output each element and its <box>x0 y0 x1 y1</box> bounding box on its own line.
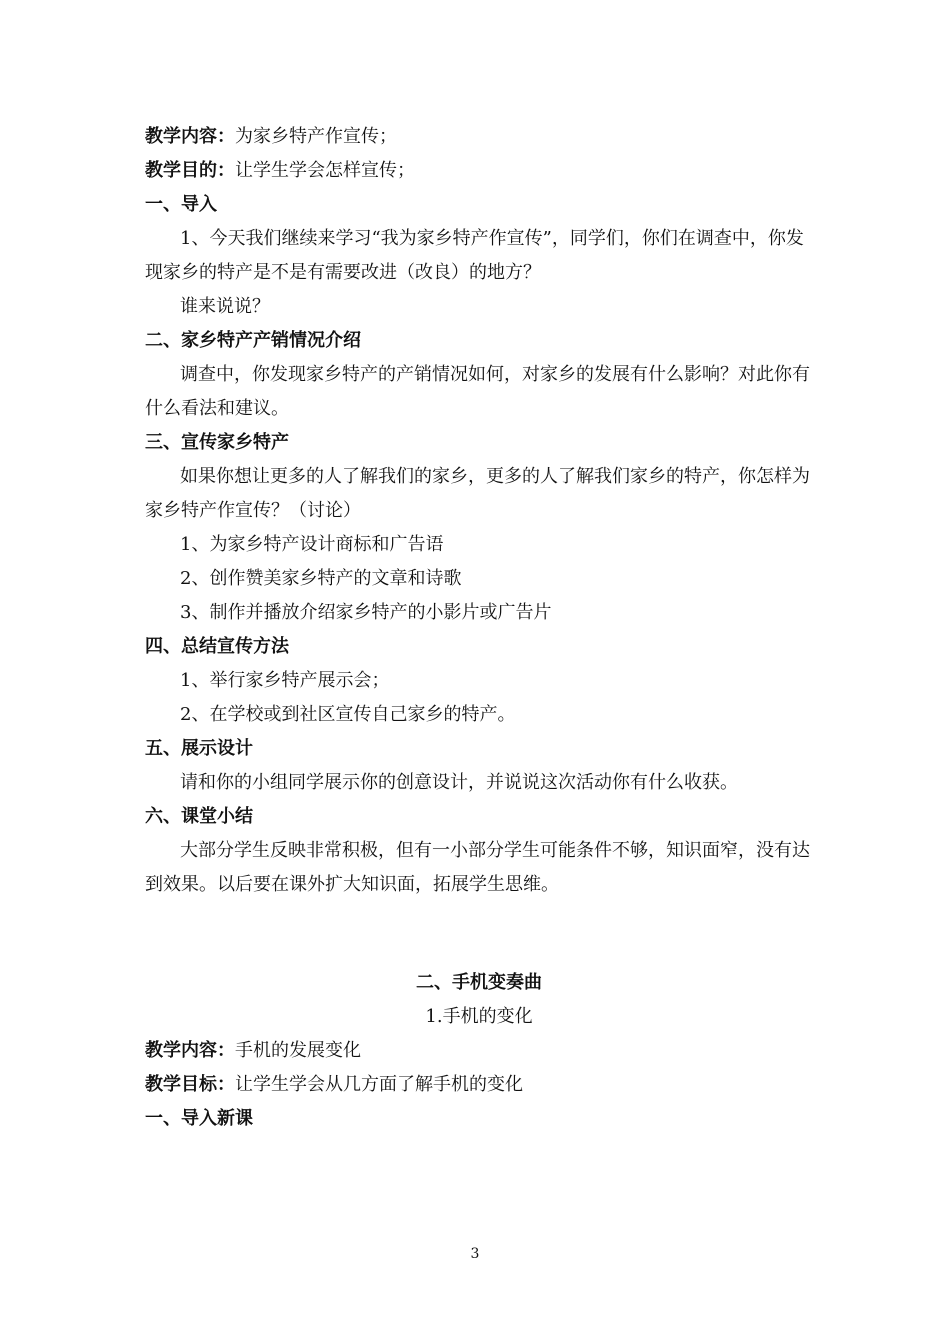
teaching-goal-row <box>145 1068 813 1102</box>
teaching-content-label: 教学内容： <box>145 126 235 147</box>
lesson-subtitle: 1.手机的变化 <box>425 1006 533 1027</box>
unit-title: 二、手机变奏曲 <box>416 972 542 993</box>
section-heading-promote: 三、宣传家乡特产 <box>145 432 289 453</box>
list-item: 1、举行家乡特产展示会； <box>180 670 390 691</box>
section-heading-class-summary: 六、课堂小结 <box>145 806 253 827</box>
section-heading-showcase: 五、展示设计 <box>145 738 253 759</box>
teaching-goal-label: 教学目标： <box>145 1074 235 1095</box>
teaching-goal-row <box>145 154 813 188</box>
teaching-content-value: 为家乡特产作宣传； <box>235 126 397 147</box>
paragraph-showcase: 请和你的小组同学展示你的创意设计，并说说这次活动你有什么收获。 <box>180 772 738 793</box>
section-heading-summary-methods: 四、总结宣传方法 <box>145 636 289 657</box>
teaching-goal-value: 让学生学会从几方面了解手机的变化 <box>235 1074 523 1095</box>
teaching-content-label: 教学内容： <box>145 1040 235 1061</box>
paragraph-sales: 调查中，你发现家乡特产的产销情况如何，对家乡的发展有什么影响？对此你有什么看法和建议。 <box>145 364 810 419</box>
page-number: 3 <box>470 1246 480 1262</box>
paragraph-class-summary: 大部分学生反映非常积极，但有一小部分学生可能条件不够，知识面窄，没有达到效果。以后要在课外扩大知识面，拓展学生思维。 <box>145 840 810 895</box>
teaching-content-value: 手机的发展变化 <box>235 1040 361 1061</box>
spacer <box>145 902 813 966</box>
section-heading-intro: 一、导入 <box>145 194 217 215</box>
list-item: 1、为家乡特产设计商标和广告语 <box>180 534 444 555</box>
section-heading-new-lesson: 一、导入新课 <box>145 1108 253 1129</box>
paragraph-promote: 如果你想让更多的人了解我们的家乡，更多的人了解我们家乡的特产，你怎样为家乡特产作宣传？（讨论） <box>145 466 810 521</box>
list-item: 3、制作并播放介绍家乡特产的小影片或广告片 <box>180 602 552 623</box>
list-item: 2、创作赞美家乡特产的文章和诗歌 <box>180 568 462 589</box>
teaching-content-row <box>145 1034 813 1068</box>
teaching-goal-value: 让学生学会怎样宣传； <box>235 160 415 181</box>
paragraph-intro-question: 谁来说说？ <box>180 296 270 317</box>
list-item: 2、在学校或到社区宣传自己家乡的特产。 <box>180 704 516 725</box>
paragraph-intro: 1、今天我们继续来学习“我为家乡特产作宣传”，同学们，你们在调查中，你发现家乡的特产是不是有需要改进（改良）的地方？ <box>145 228 804 283</box>
section-heading-sales: 二、家乡特产产销情况介绍 <box>145 330 361 351</box>
teaching-content-row <box>145 120 813 154</box>
document-page <box>145 120 813 1136</box>
teaching-goal-label: 教学目的： <box>145 160 235 181</box>
